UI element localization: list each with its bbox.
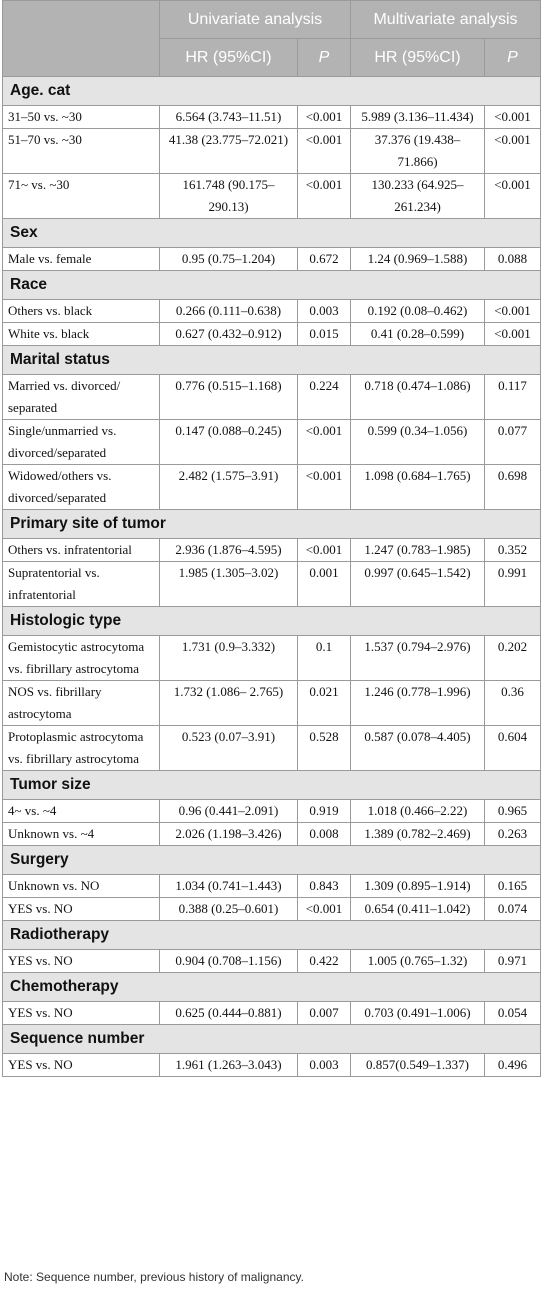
- row-label: YES vs. NO: [3, 950, 160, 973]
- row-label: 4~ vs. ~4: [3, 800, 160, 823]
- multivariate-p-cell: 0.604: [485, 726, 541, 771]
- multivariate-hr-cell: 0.703 (0.491–1.006): [351, 1002, 485, 1025]
- multivariate-p-cell: 0.077: [485, 420, 541, 465]
- multivariate-hr-cell: 0.599 (0.34–1.056): [351, 420, 485, 465]
- row-label: Married vs. divorced/ separated: [3, 375, 160, 420]
- table-row: [3, 562, 541, 607]
- multivariate-p-cell: 0.991: [485, 562, 541, 607]
- univariate-p-cell: <0.001: [298, 129, 351, 174]
- multivariate-hr-cell: 1.246 (0.778–1.996): [351, 681, 485, 726]
- table-row: [3, 300, 541, 323]
- multivariate-hr-cell: 1.389 (0.782–2.469): [351, 823, 485, 846]
- univariate-hr-cell: 1.034 (0.741–1.443): [160, 875, 298, 898]
- univariate-p-cell: <0.001: [298, 465, 351, 510]
- univariate-hr-cell: 1.985 (1.305–3.02): [160, 562, 298, 607]
- section-title: Primary site of tumor: [3, 510, 541, 539]
- table-row: [3, 465, 541, 510]
- univariate-p-cell: 0.021: [298, 681, 351, 726]
- row-label: Male vs. female: [3, 248, 160, 271]
- univariate-hr-cell: 0.95 (0.75–1.204): [160, 248, 298, 271]
- row-label: YES vs. NO: [3, 1054, 160, 1077]
- table-row: [3, 898, 541, 921]
- row-label: Others vs. infratentorial: [3, 539, 160, 562]
- row-label: YES vs. NO: [3, 1002, 160, 1025]
- univariate-hr-cell: 0.523 (0.07–3.91): [160, 726, 298, 771]
- multivariate-p-cell: 0.36: [485, 681, 541, 726]
- univariate-p-cell: <0.001: [298, 106, 351, 129]
- multivariate-hr-cell: 1.005 (0.765–1.32): [351, 950, 485, 973]
- row-label: Others vs. black: [3, 300, 160, 323]
- univariate-p-cell: 0.003: [298, 300, 351, 323]
- univariate-hr-cell: 0.627 (0.432–0.912): [160, 323, 298, 346]
- multivariate-hr-cell: 1.537 (0.794–2.976): [351, 636, 485, 681]
- table-row: [3, 375, 541, 420]
- univariate-p-cell: 0.528: [298, 726, 351, 771]
- section-title: Histologic type: [3, 607, 541, 636]
- section-title: Age. cat: [3, 77, 541, 106]
- section-title: Sequence number: [3, 1025, 541, 1054]
- univariate-p-header: P: [298, 39, 351, 77]
- univariate-p-cell: 0.422: [298, 950, 351, 973]
- multivariate-p-cell: 0.202: [485, 636, 541, 681]
- multivariate-p-cell: 0.088: [485, 248, 541, 271]
- table-row: [3, 174, 541, 219]
- univariate-p-cell: 0.008: [298, 823, 351, 846]
- multivariate-p-cell: <0.001: [485, 323, 541, 346]
- row-label: Gemistocytic astrocytoma vs. fibrillary astrocytoma: [3, 636, 160, 681]
- section-header-row: [3, 219, 541, 248]
- univariate-p-cell: 0.007: [298, 1002, 351, 1025]
- multivariate-hr-cell: 0.718 (0.474–1.086): [351, 375, 485, 420]
- univariate-hr-cell: 0.266 (0.111–0.638): [160, 300, 298, 323]
- univariate-hr-cell: 0.625 (0.444–0.881): [160, 1002, 298, 1025]
- section-header-row: [3, 921, 541, 950]
- multivariate-hr-cell: 1.018 (0.466–2.22): [351, 800, 485, 823]
- univariate-p-cell: <0.001: [298, 539, 351, 562]
- section-title: Radiotherapy: [3, 921, 541, 950]
- multivariate-hr-cell: 0.654 (0.411–1.042): [351, 898, 485, 921]
- univariate-hr-cell: 0.147 (0.088–0.245): [160, 420, 298, 465]
- section-header-row: [3, 271, 541, 300]
- multivariate-hr-cell: 0.997 (0.645–1.542): [351, 562, 485, 607]
- header-blank-cell: [3, 1, 160, 77]
- univariate-hr-cell: 41.38 (23.775–72.021): [160, 129, 298, 174]
- row-label: Unknown vs. NO: [3, 875, 160, 898]
- multivariate-hr-cell: 0.857(0.549–1.337): [351, 1054, 485, 1077]
- section-header-row: [3, 510, 541, 539]
- univariate-hr-cell: 0.96 (0.441–2.091): [160, 800, 298, 823]
- table-row: [3, 823, 541, 846]
- multivariate-hr-cell: 0.41 (0.28–0.599): [351, 323, 485, 346]
- row-label: Protoplasmic astrocytoma vs. fibrillary astrocytoma: [3, 726, 160, 771]
- section-header-row: [3, 607, 541, 636]
- univariate-hr-cell: 161.748 (90.175–290.13): [160, 174, 298, 219]
- table-row: [3, 539, 541, 562]
- univariate-hr-cell: 1.731 (0.9–3.332): [160, 636, 298, 681]
- row-label: YES vs. NO: [3, 898, 160, 921]
- univariate-hr-cell: 1.961 (1.263–3.043): [160, 1054, 298, 1077]
- table-row: [3, 129, 541, 174]
- multivariate-hr-header: HR (95%CI): [351, 39, 485, 77]
- univariate-p-cell: 0.919: [298, 800, 351, 823]
- section-header-row: [3, 77, 541, 106]
- univariate-p-cell: <0.001: [298, 174, 351, 219]
- univariate-p-cell: 0.224: [298, 375, 351, 420]
- multivariate-p-cell: 0.074: [485, 898, 541, 921]
- section-header-row: [3, 346, 541, 375]
- table-row: [3, 248, 541, 271]
- row-label: 31–50 vs. ~30: [3, 106, 160, 129]
- multivariate-p-cell: 0.117: [485, 375, 541, 420]
- univariate-hr-cell: 0.776 (0.515–1.168): [160, 375, 298, 420]
- section-title: Tumor size: [3, 771, 541, 800]
- section-header-row: [3, 771, 541, 800]
- section-title: Race: [3, 271, 541, 300]
- multivariate-p-cell: <0.001: [485, 106, 541, 129]
- table-row: [3, 420, 541, 465]
- univariate-p-cell: 0.003: [298, 1054, 351, 1077]
- section-title: Chemotherapy: [3, 973, 541, 1002]
- table-row: [3, 875, 541, 898]
- table-row: [3, 726, 541, 771]
- table-row: [3, 681, 541, 726]
- table-note: Note: Sequence number, previous history of malignancy.: [4, 1270, 304, 1284]
- multivariate-p-cell: <0.001: [485, 174, 541, 219]
- multivariate-hr-cell: 37.376 (19.438–71.866): [351, 129, 485, 174]
- row-label: NOS vs. fibrillary astrocytoma: [3, 681, 160, 726]
- univariate-hr-cell: 2.936 (1.876–4.595): [160, 539, 298, 562]
- section-title: Marital status: [3, 346, 541, 375]
- univariate-p-cell: <0.001: [298, 898, 351, 921]
- univariate-p-cell: <0.001: [298, 420, 351, 465]
- multivariate-p-cell: <0.001: [485, 300, 541, 323]
- table-row: [3, 323, 541, 346]
- multivariate-hr-cell: 5.989 (3.136–11.434): [351, 106, 485, 129]
- multivariate-hr-cell: 0.587 (0.078–4.405): [351, 726, 485, 771]
- multivariate-p-cell: 0.263: [485, 823, 541, 846]
- row-label: Widowed/others vs. divorced/separated: [3, 465, 160, 510]
- univariate-hr-cell: 0.904 (0.708–1.156): [160, 950, 298, 973]
- univariate-hr-cell: 2.482 (1.575–3.91): [160, 465, 298, 510]
- multivariate-hr-cell: 130.233 (64.925–261.234): [351, 174, 485, 219]
- multivariate-hr-cell: 0.192 (0.08–0.462): [351, 300, 485, 323]
- univariate-p-cell: 0.001: [298, 562, 351, 607]
- table-row: [3, 1054, 541, 1077]
- multivariate-hr-cell: 1.309 (0.895–1.914): [351, 875, 485, 898]
- row-label: 71~ vs. ~30: [3, 174, 160, 219]
- multivariate-p-cell: 0.165: [485, 875, 541, 898]
- row-label: Single/unmarried vs. divorced/separated: [3, 420, 160, 465]
- row-label: Supratentorial vs. infratentorial: [3, 562, 160, 607]
- univariate-hr-cell: 6.564 (3.743–11.51): [160, 106, 298, 129]
- row-label: Unknown vs. ~4: [3, 823, 160, 846]
- row-label: White vs. black: [3, 323, 160, 346]
- section-title: Surgery: [3, 846, 541, 875]
- univariate-p-cell: 0.672: [298, 248, 351, 271]
- multivariate-hr-cell: 1.247 (0.783–1.985): [351, 539, 485, 562]
- table-row: [3, 950, 541, 973]
- multivariate-p-cell: 0.352: [485, 539, 541, 562]
- row-label: 51–70 vs. ~30: [3, 129, 160, 174]
- hazard-ratio-table: [2, 0, 541, 1077]
- section-header-row: [3, 1025, 541, 1054]
- multivariate-p-cell: <0.001: [485, 129, 541, 174]
- multivariate-p-cell: 0.698: [485, 465, 541, 510]
- table-row: [3, 106, 541, 129]
- multivariate-p-cell: 0.971: [485, 950, 541, 973]
- univariate-hr-cell: 0.388 (0.25–0.601): [160, 898, 298, 921]
- univariate-p-cell: 0.015: [298, 323, 351, 346]
- multivariate-hr-cell: 1.24 (0.969–1.588): [351, 248, 485, 271]
- multivariate-p-cell: 0.496: [485, 1054, 541, 1077]
- univariate-hr-header: HR (95%CI): [160, 39, 298, 77]
- univariate-hr-cell: 2.026 (1.198–3.426): [160, 823, 298, 846]
- multivariate-p-header: P: [485, 39, 541, 77]
- univariate-header: Univariate analysis: [160, 1, 351, 39]
- multivariate-hr-cell: 1.098 (0.684–1.765): [351, 465, 485, 510]
- univariate-hr-cell: 1.732 (1.086– 2.765): [160, 681, 298, 726]
- table-row: [3, 636, 541, 681]
- section-title: Sex: [3, 219, 541, 248]
- multivariate-p-cell: 0.965: [485, 800, 541, 823]
- table-row: [3, 800, 541, 823]
- univariate-p-cell: 0.1: [298, 636, 351, 681]
- multivariate-header: Multivariate analysis: [351, 1, 541, 39]
- univariate-p-cell: 0.843: [298, 875, 351, 898]
- table-body: [3, 77, 541, 1077]
- section-header-row: [3, 846, 541, 875]
- section-header-row: [3, 973, 541, 1002]
- multivariate-p-cell: 0.054: [485, 1002, 541, 1025]
- table-row: [3, 1002, 541, 1025]
